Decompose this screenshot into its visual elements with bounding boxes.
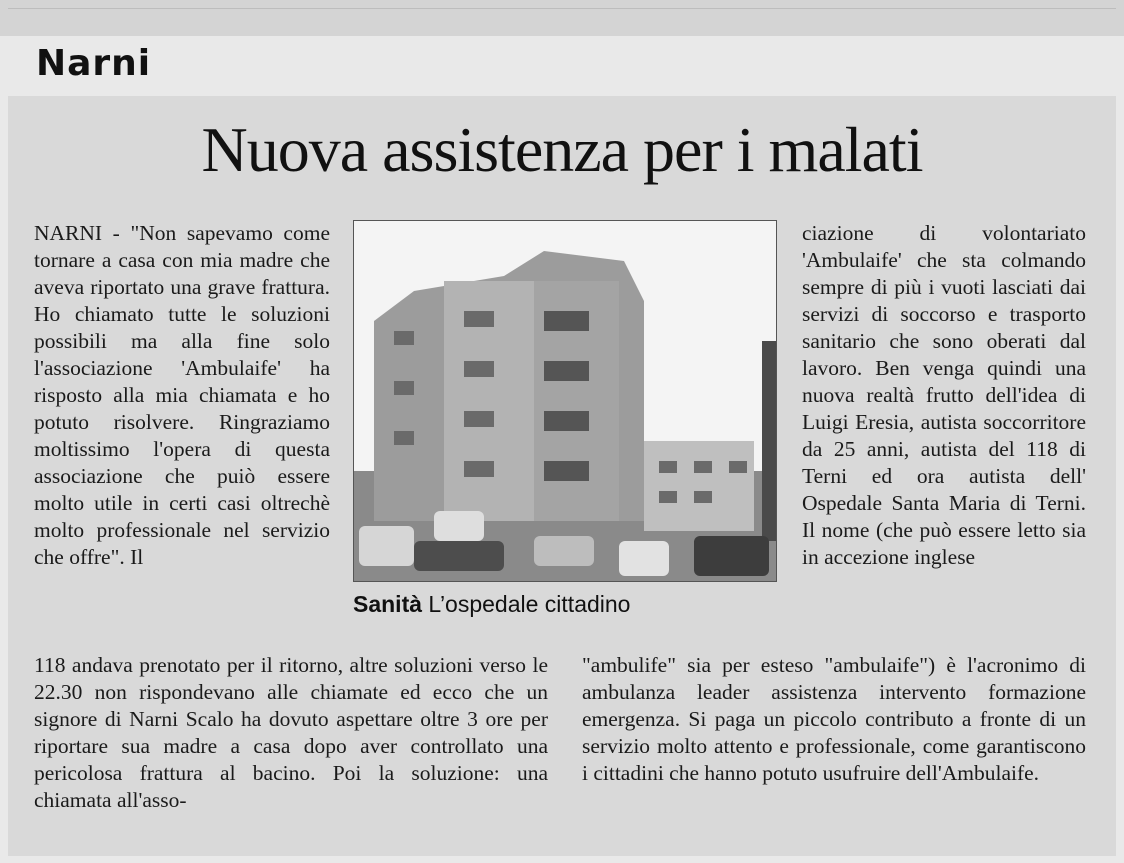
headline: Nuova assistenza per i malati: [201, 114, 923, 185]
section-header: Narni: [36, 43, 152, 84]
hospital-building-illustration: [354, 221, 776, 581]
top-divider: [8, 8, 1116, 9]
article-text: ciazione di volontariato 'Ambulaife' che sta colmando sempre di più i vuoti lasciati dai servizi di soccorso e trasporto sanitario che sono oberati dal lavoro. Ben venga quindi una nuova realtà frutto dell'idea di Luigi Eresia, autista soccorritore da 25 anni, autista del 118 di Terni ed ora autista dell' Ospedale Santa Maria di Terni. Il nome (che può essere letto sia in accezione inglese: [802, 221, 1086, 569]
article-column-left-bottom: [34, 652, 548, 814]
article-column-right-bottom: [582, 652, 1086, 787]
photo-caption: [353, 590, 783, 618]
article-text: "ambulife" sia per esteso "ambulaife") è l'acronimo di ambulanza leader assistenza intervento formazione emergenza. Si paga un piccolo contributo a fronte di un servizio molto attento e professionale, come garantiscono i cittadini che hanno potuto usufruire dell'Ambulaife.: [582, 653, 1086, 785]
article-text: NARNI - "Non sapevamo come tornare a casa con mia madre che aveva riportato una grave frattura. Ho chiamato tutte le soluzioni possibili ma alla fine solo l'associazione 'Ambulaife' ha risposto alla mia chiamata e ho potuto risolvere. Ringraziamo moltissimo l'opera di questa associazione che puiò essere molto utile in certi casi oltrechè molto professionale nel servizio che offre". Il: [34, 221, 330, 569]
hospital-photo: [353, 220, 777, 582]
caption-label: Sanità: [353, 591, 423, 617]
article-text: 118 andava prenotato per il ritorno, altre soluzioni verso le 22.30 non rispondevano alle chiamate ed ecco che un signore di Narni Scalo ha dovuto aspettare oltre 3 ore per riportare sua madre a casa dopo aver controllato una pericolosa frattura al bacino. Poi la soluzione: una chiamata all'asso-: [34, 653, 548, 812]
article-column-left-top: [34, 220, 330, 571]
top-band: [0, 0, 1124, 36]
article-column-right-top: [802, 220, 1086, 571]
caption-text: L’ospedale cittadino: [422, 591, 631, 617]
